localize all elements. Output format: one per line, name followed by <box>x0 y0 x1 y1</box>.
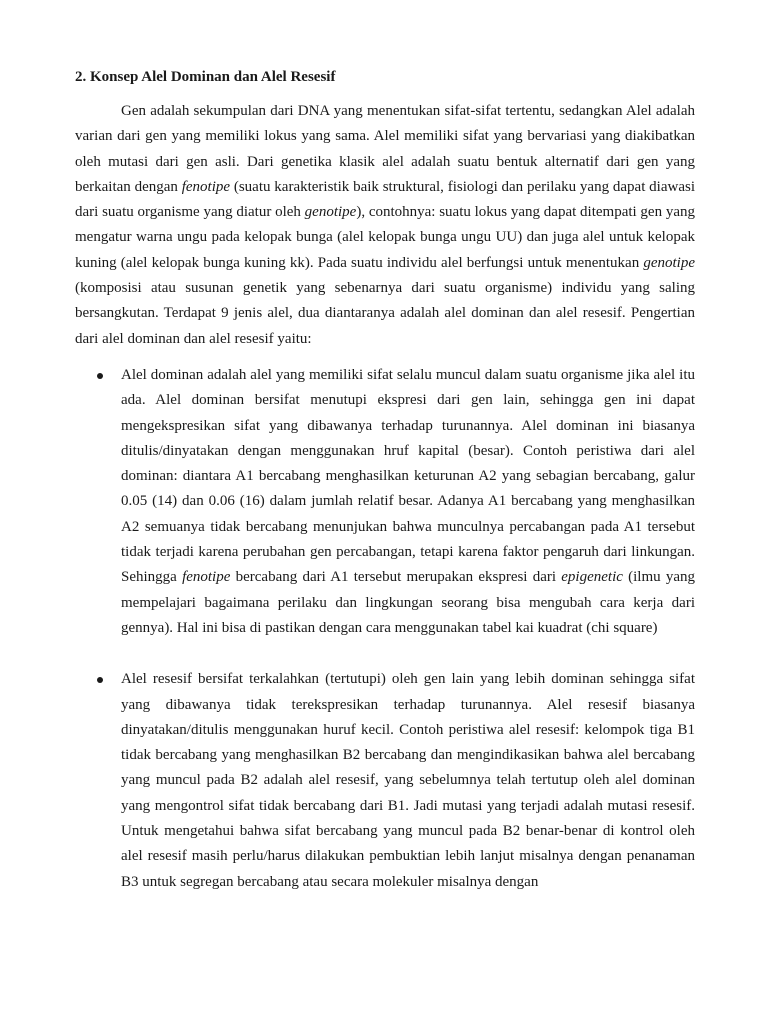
resesif-text: Alel resesif bersifat terkalahkan (tertutupi) oleh gen lain yang lebih dominan sehingga sifat yang dibawanya tidak terekspresikan terhadap turunannya. Alel resesif biasanya dinyatakan/ditulis menggunakan huruf kecil. Contoh peristiwa alel resesif: kelompok tiga B1 tidak bercabang yang menghasilkan B2 bercabang dan mengindikasikan bahwa alel bercabang yang muncul pada B2 adalah alel resesif, yang sebelumnya telah tertutup oleh alel dominan yang mengontrol sifat tidak bercabang dari B1. Jadi mutasi yang terjadi adalah mutasi resesif. Untuk mengetahui bahwa sifat bercabang yang muncul pada B2 benar-benar di kontrol oleh alel resesif masih perlu/harus dilakukan pembuktian lebih lanjut misalnya dengan penanaman B3 untuk segregan bercabang atau secara molekuler misalnya dengan <box>121 671 695 890</box>
bullet-item-dominan <box>75 363 695 641</box>
document-body <box>75 66 695 895</box>
term-fenotipe: fenotipe <box>181 178 231 195</box>
term-epigenetic: epigenetic <box>561 569 623 586</box>
intro-text-2: (suatu karakteristik baik struktural, fisiologi dan perilaku yang dapat diawasi dari suatu organisme yang diatur oleh <box>75 178 695 221</box>
term-fenotipe: fenotipe <box>182 569 231 586</box>
bullet-item-resesif <box>75 667 695 895</box>
bullet-icon <box>97 677 103 683</box>
section-heading: 2. Konsep Alel Dominan dan Alel Resesif <box>75 69 336 85</box>
dominan-text-2: bercabang dari A1 tersebut merupakan ekspresi dari <box>230 569 562 586</box>
bullet-list <box>75 363 695 895</box>
dominan-text-3: (ilmu yang mempelajari bagaimana perilaku dan lingkungan seorang bisa mengubah cara kerja dari gennya). Hal ini bisa di pastikan dengan cara menggunakan tabel kai kuadrat (chi square) <box>121 569 696 636</box>
bullet-icon <box>97 373 103 379</box>
term-genotipe: genotipe <box>304 204 357 221</box>
intro-text-3: ), contohnya: suatu lokus yang dapat ditempati gen yang mengatur warna ungu pada kelopak bunga (alel kelopak bunga ungu UU) dan juga alel untuk kelopak kuning (alel kelopak bunga kuning kk). Pada suatu individu alel berfungsi untuk menentukan <box>75 204 695 271</box>
intro-text-4: (komposisi atau susunan genetik yang sebenarnya dari suatu organisme) individu yang saling bersangkutan. Terdapat 9 jenis alel, dua diantaranya adalah alel dominan dan alel resesif. Pengertian dari alel dominan dan alel resesif yaitu: <box>75 280 695 347</box>
dominan-text-1: Alel dominan adalah alel yang memiliki sifat selalu muncul dalam suatu organisme jika alel itu ada. Alel dominan bersifat menutupi ekspresi dari gen lain, sehingga gen ini dapat mengekspresikan sifat yang dibawanya terhadap turunannya. Alel dominan ini biasanya ditulis/dinyatakan dengan menggunakan hruf kapital (besar). Contoh peristiwa dari alel dominan: diantara A1 bercabang menghasilkan keturunan A2 yang sebagian bercabang, galur 0.05 (14) dan 0.06 (16) dalam jumlah relatif besar. Adanya A1 bercabang yang menghasilkan A2 semuanya tidak bercabang menunjukan bahwa munculnya percabangan pada A1 tersebut tidak terjadi karena perubahan gen percabangan, tetapi karena faktor pengaruh dari linkungan. Sehingga <box>121 366 695 586</box>
term-genotipe: genotipe <box>643 254 695 271</box>
intro-paragraph <box>75 99 695 352</box>
intro-text-1: Gen adalah sekumpulan dari DNA yang menentukan sifat-sifat tertentu, sedangkan Alel adalah varian dari gen yang memiliki lokus yang sama. Alel memiliki sifat yang bervariasi yang diakibatkan oleh mutasi dari gen asli. Dari genetika klasik alel adalah suatu bentuk alternatif dari gen yang berkaitan dengan <box>75 103 695 195</box>
